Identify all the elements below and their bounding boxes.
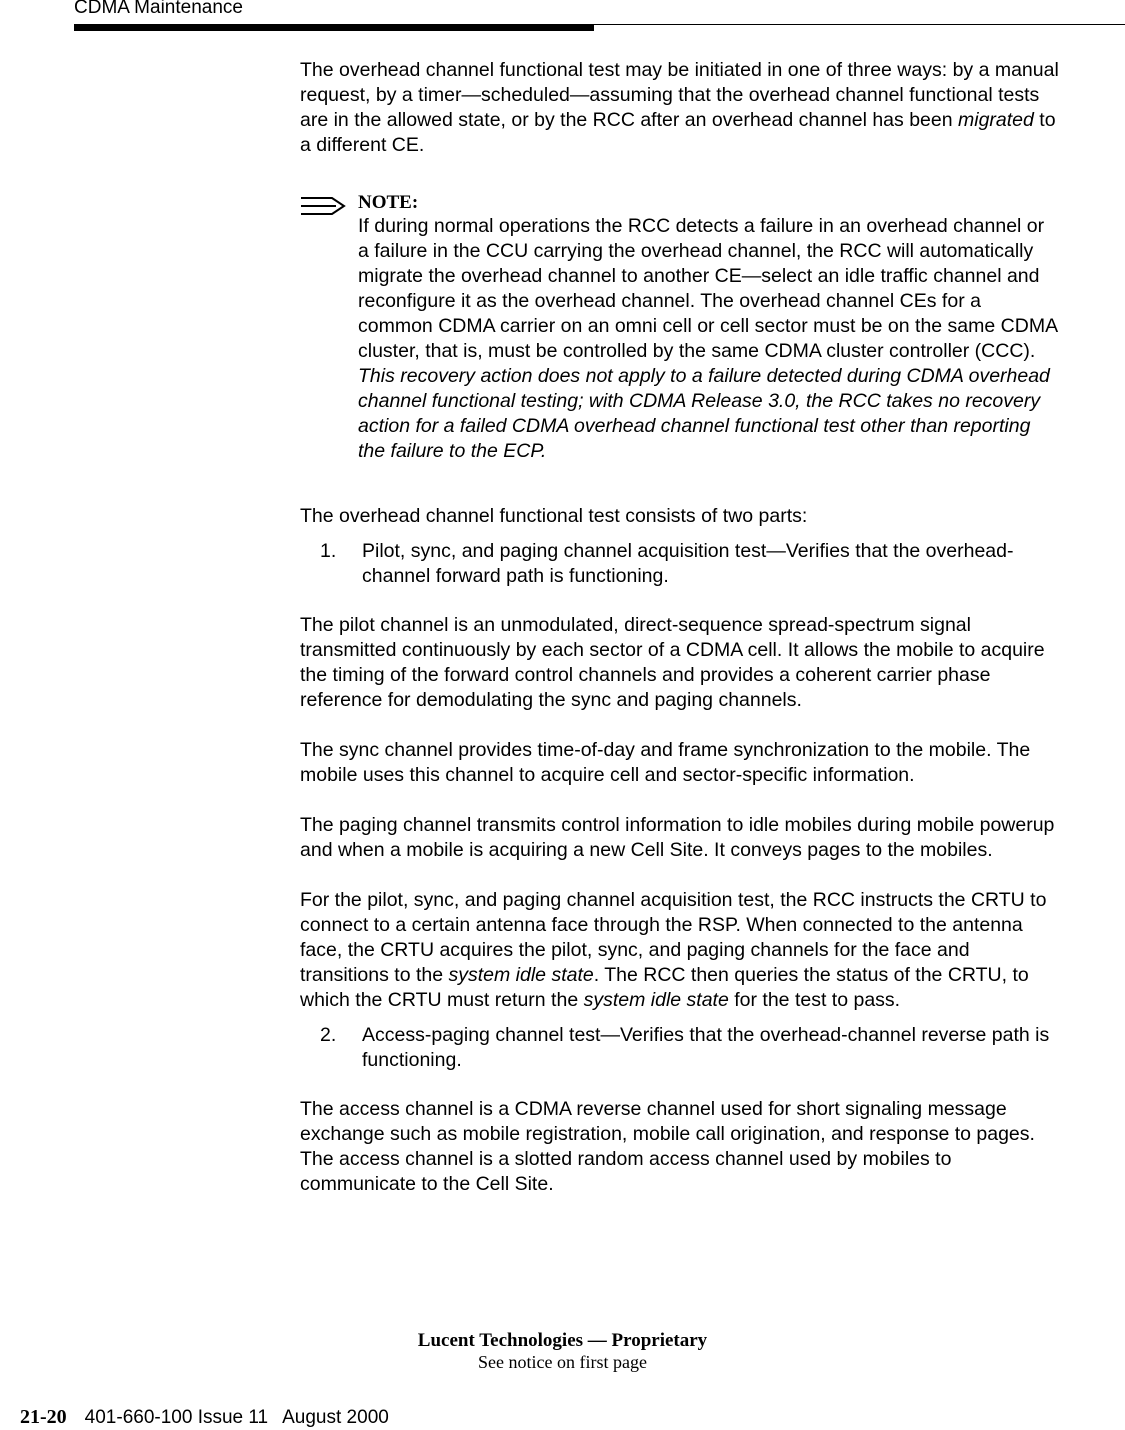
- acquisition-paragraph: For the pilot, sync, and paging channel acquisition test, the RCC instructs the CRTU to connect to a certain antenna face through the RSP. When connected to the antenna face, the CRTU acquires the pilot, sync, and paging channels for the face and transitions to the system idle state. The RCC then queries the status of the CRTU, to which the CRTU must return the system idle state for the test to pass.: [300, 889, 1047, 1011]
- pilot-paragraph: The pilot channel is an unmodulated, direct-sequence spread-spectrum signal transmitted continuously by each sector of a CDMA cell. It allows the mobile to acquire the timing of the forward control channels and provides a coherent carrier phase reference for demodulating the sync and paging channels.: [300, 614, 1045, 711]
- page-footer-line: [20, 1406, 389, 1429]
- running-header: CDMA Maintenance: [74, 0, 243, 18]
- intro-paragraph: The overhead channel functional test may be initiated in one of three ways: by a manual request, by a timer—scheduled—assuming that the overhead channel functional tests are in the allowed state, or by the RCC after an overhead channel has been migrated to a different CE.: [300, 59, 1059, 156]
- header-rule-thick: [74, 24, 594, 31]
- footer-notice: See notice on first page: [478, 1352, 647, 1372]
- footer-company: Lucent Technologies — Proprietary: [417, 1330, 708, 1351]
- note-block: [300, 192, 1060, 464]
- note-label: NOTE:: [358, 192, 419, 213]
- parts-lead: The overhead channel functional test consists of two parts:: [300, 505, 808, 527]
- list-number: 2.: [320, 1024, 337, 1046]
- page-body: [300, 58, 1060, 1222]
- sync-paragraph: The sync channel provides time-of-day and frame synchronization to the mobile. The mobile uses this channel to acquire cell and sector-specific information.: [300, 739, 1031, 786]
- list-item: [300, 539, 1060, 589]
- page-number: 21-20: [20, 1406, 67, 1428]
- issue-date: August 2000: [282, 1407, 389, 1428]
- list-number: 1.: [320, 540, 337, 562]
- access-paragraph: The access channel is a CDMA reverse channel used for short signaling message exchange such as mobile registration, mobile call origination, and response to pages. The access channel is a slotted random access channel used by mobiles to communicate to the Cell Site.: [300, 1098, 1035, 1195]
- list-item: [300, 1023, 1060, 1073]
- doc-number: 401-660-100 Issue 11: [84, 1407, 269, 1428]
- note-arrow-icon: [300, 196, 346, 216]
- list-text: Access-paging channel test—Verifies that the overhead-channel reverse path is functioning.: [362, 1024, 1050, 1071]
- note-text: If during normal operations the RCC detects a failure in an overhead channel or a failure in the CCU carrying the overhead channel, the RCC will automatically migrate the overhead channel to another CE—select an idle traffic channel and reconfigure it as the overhead channel. The overhead channel CEs for a common CDMA carrier on an omni cell or cell sector must be on the same CDMA cluster, that is, must be controlled by the same CDMA cluster controller (CCC). This recovery action does not apply to a failure detected during CDMA overhead channel functional testing; with CDMA Release 3.0, the RCC takes no recovery action for a failed CDMA overhead channel functional test other than reporting the failure to the ECP.: [358, 215, 1058, 462]
- paging-paragraph: The paging channel transmits control information to idle mobiles during mobile powerup and when a mobile is acquiring a new Cell Site. It conveys pages to the mobiles.: [300, 814, 1055, 861]
- list-text: Pilot, sync, and paging channel acquisition test—Verifies that the overhead-channel forward path is functioning.: [362, 540, 1014, 587]
